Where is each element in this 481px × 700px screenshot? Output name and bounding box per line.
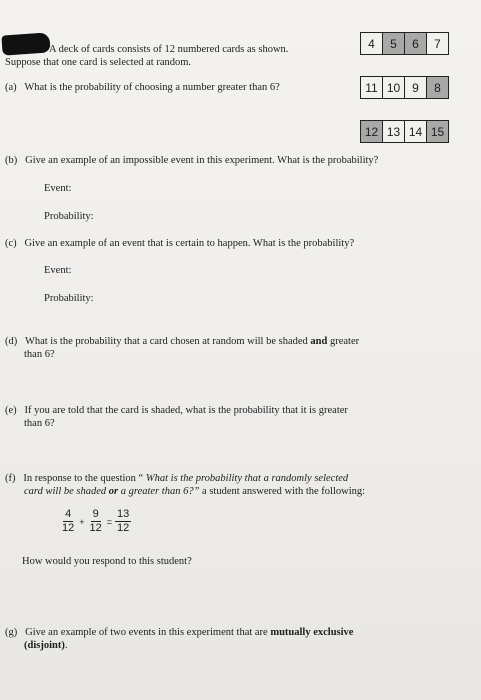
- fraction-3: [115, 508, 131, 535]
- card-shaded: 5: [383, 33, 405, 55]
- fraction-2-denominator: 12: [89, 522, 102, 534]
- fraction-2: [88, 508, 104, 535]
- question-d-text-pre: What is the probability that a card chosen at random will be shaded: [24, 336, 311, 347]
- card-shaded: 6: [405, 33, 427, 55]
- intro-line-2: Suppose that one card is selected at random.: [5, 57, 192, 68]
- equals-sign: =: [106, 516, 113, 527]
- card-unshaded: 10: [383, 77, 405, 99]
- question-f-label: (f): [5, 473, 16, 484]
- question-c-text: Give an example of an event that is certain to happen. What is the probability?: [24, 238, 355, 249]
- card-unshaded: 9: [405, 77, 427, 99]
- fraction-3-numerator: 13: [117, 508, 130, 520]
- question-g-label: (g): [5, 627, 18, 638]
- question-f-line2-italic: card will be shaded: [24, 486, 109, 497]
- question-g-bold-disjoint: (disjoint): [24, 640, 65, 651]
- question-f-text-italic: What is the probability that a randomly selected: [145, 473, 349, 484]
- question-d-text-post: greater: [327, 336, 360, 347]
- question-d-label: (d): [5, 336, 18, 347]
- plus-sign: +: [79, 516, 85, 527]
- question-a-text: What is the probability of choosing a number greater than 6?: [24, 82, 280, 93]
- question-g-line-2: [24, 640, 67, 652]
- card-row: [361, 77, 449, 99]
- question-g: [5, 627, 353, 639]
- question-b-probability-label: Probability:: [44, 211, 94, 222]
- fraction-3-denominator: 12: [117, 522, 130, 534]
- question-f: [5, 473, 348, 485]
- question-g-text-pre: Give an example of two events in this experiment that are: [25, 627, 271, 638]
- question-c: [5, 238, 354, 250]
- question-g-line2-post: .: [64, 640, 68, 651]
- question-f-text-pre: In response to the question “: [23, 473, 146, 484]
- question-c-probability-label: Probability:: [44, 293, 94, 304]
- question-e-text: If you are told that the card is shaded, what is the probability that it is greater: [24, 405, 348, 416]
- card-shaded: 8: [427, 77, 449, 99]
- card-unshaded: 7: [427, 33, 449, 55]
- student-answer-fractions: [60, 508, 131, 535]
- question-d: [5, 336, 359, 348]
- question-f-line2-italic-2: a greater than 6?”: [118, 486, 200, 497]
- question-f-bold-or: or: [108, 486, 119, 497]
- question-d-line-2: than 6?: [24, 349, 55, 360]
- card-grid: [360, 32, 449, 143]
- question-f-line2-post: a student answered with the following:: [199, 486, 366, 497]
- question-f-line-2: [24, 486, 365, 498]
- card-unshaded: 14: [405, 121, 427, 143]
- fraction-1-denominator: 12: [62, 522, 75, 534]
- question-a: [5, 82, 280, 94]
- card-unshaded: 4: [361, 33, 383, 55]
- card-shaded: 12: [361, 121, 383, 143]
- question-e-line-2: than 6?: [24, 418, 55, 429]
- fraction-1: [60, 508, 76, 535]
- intro-line-1: A deck of cards consists of 12 numbered cards as shown.: [49, 44, 289, 55]
- card-row: [361, 33, 449, 55]
- question-b-text: Give an example of an impossible event in this experiment. What is the probability?: [25, 155, 379, 166]
- question-f-follow-up: How would you respond to this student?: [22, 556, 192, 567]
- redaction-mark: [1, 32, 50, 55]
- question-c-event-label: Event:: [44, 265, 72, 276]
- question-g-bold-mutually-exclusive: mutually exclusive: [270, 627, 354, 638]
- card-row: [361, 121, 449, 143]
- card-unshaded: 11: [361, 77, 383, 99]
- card-unshaded: 13: [383, 121, 405, 143]
- question-e-label: (e): [5, 405, 17, 416]
- card-shaded: 15: [427, 121, 449, 143]
- fraction-1-numerator: 4: [65, 508, 72, 520]
- fraction-2-numerator: 9: [92, 508, 99, 520]
- question-a-label: (a): [5, 82, 17, 93]
- question-c-label: (c): [5, 238, 17, 249]
- question-b-label: (b): [5, 155, 18, 166]
- question-d-bold-and: and: [310, 336, 328, 347]
- question-e: [5, 405, 348, 417]
- question-b-event-label: Event:: [44, 183, 72, 194]
- question-b: [5, 155, 378, 167]
